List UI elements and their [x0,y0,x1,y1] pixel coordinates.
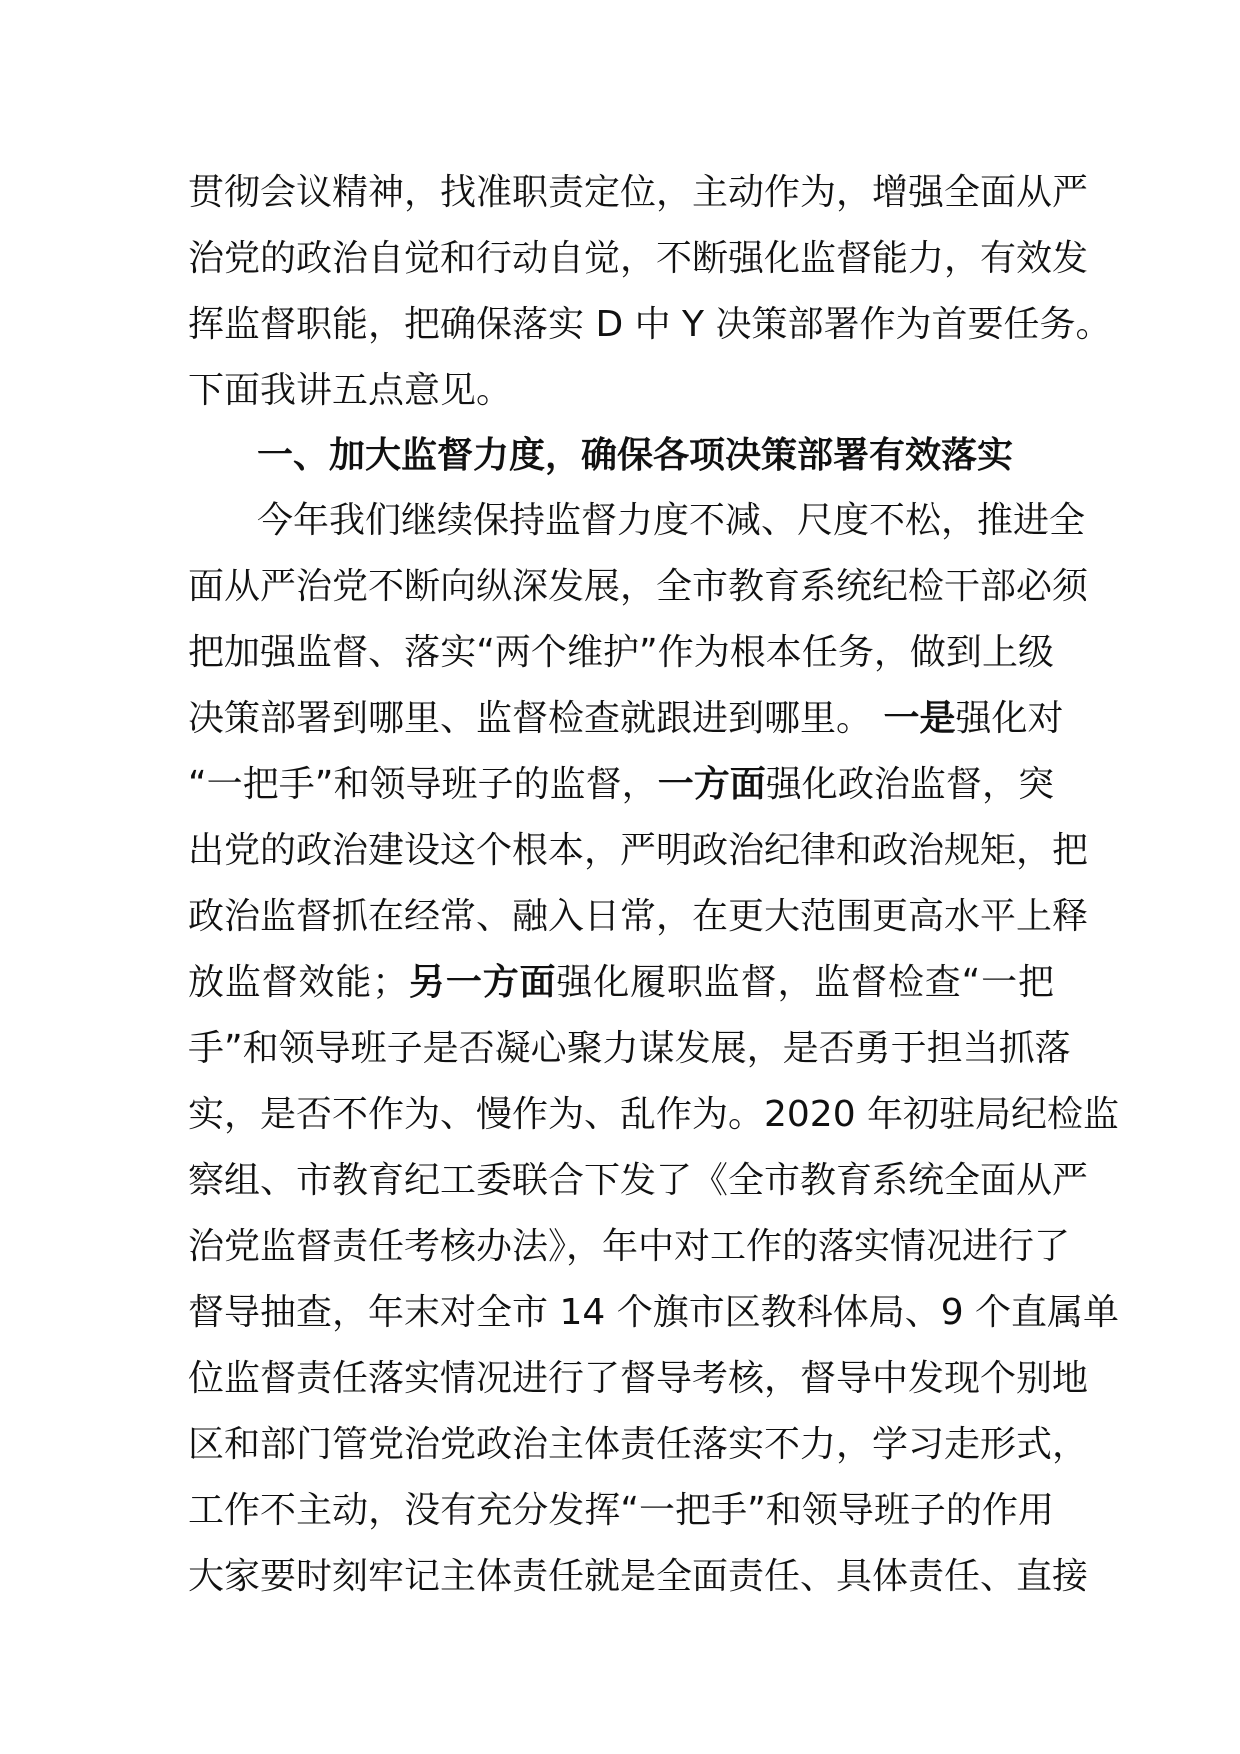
paragraph-line: 大家要时刻牢记主体责任就是全面责任、具体责任、直接 [188,1556,1089,1597]
paragraph-line: 今年我们继续保持监督力度不减、尺度不松，推进全 [257,500,1086,541]
paragraph-line: 察组、市教育纪工委联合下发了《全市教育系统全面从严 [188,1160,1089,1201]
emphasis-text: 另一方面 [408,962,557,1003]
paragraph-line: 手”和领导班子是否凝心聚力谋发展，是否勇于担当抓落 [188,1028,1071,1069]
paragraph-line: 下面我讲五点意见。 [188,370,513,411]
paragraph-line: 位监督责任落实情况进行了督导考核，督导中发现个别地 [188,1358,1089,1399]
paragraph-line: 贯彻会议精神，找准职责定位，主动作为，增强全面从严 [188,172,1089,213]
text-run: 强化对 [955,698,1064,739]
text-run: 强化政治监督，突 [765,764,1054,805]
emphasis-text: 一是 [883,698,956,739]
section-heading: 一、加大监督力度，确保各项决策部署有效落实 [257,435,1014,476]
paragraph-line: 出党的政治建设这个根本，严明政治纪律和政治规矩，把 [188,830,1089,871]
paragraph-line: 政治监督抓在经常、融入日常，在更大范围更高水平上释 [188,896,1089,937]
paragraph-line [188,752,1054,818]
text-run: 强化履职监督，监督检查“一把 [556,962,1054,1003]
paragraph-line: 区和部门管党治党政治主体责任落实不力，学习走形式， [188,1424,1089,1465]
paragraph-line [188,686,1064,752]
paragraph-line: 实，是否不作为、慢作为、乱作为。2020 年初驻局纪检监 [188,1094,1120,1135]
emphasis-text: 一方面 [657,764,766,805]
paragraph-line: 挥监督职能，把确保落实 D 中 Y 决策部署作为首要任务。 [188,304,1112,345]
paragraph-line: 治党的政治自觉和行动自觉，不断强化监督能力，有效发 [188,238,1089,279]
paragraph-line: 面从严治党不断向纵深发展，全市教育系统纪检干部必须 [188,566,1089,607]
paragraph-line: 治党监督责任考核办法》，年中对工作的落实情况进行了 [188,1226,1071,1267]
paragraph-line: 工作不主动，没有充分发挥“一把手”和领导班子的作用 [188,1490,1054,1531]
paragraph-line: 把加强监督、落实“两个维护”作为根本任务，做到上级 [188,632,1054,673]
text-run: “一把手”和领导班子的监督， [188,764,658,805]
text-run: 放监督效能； [188,962,409,1003]
paragraph-line: 督导抽查，年末对全市 14 个旗市区教科体局、9 个直属单 [188,1292,1120,1333]
paragraph-line [188,950,1054,1016]
text-run: 决策部署到哪里、监督检查就跟进到哪里。 [188,698,873,739]
